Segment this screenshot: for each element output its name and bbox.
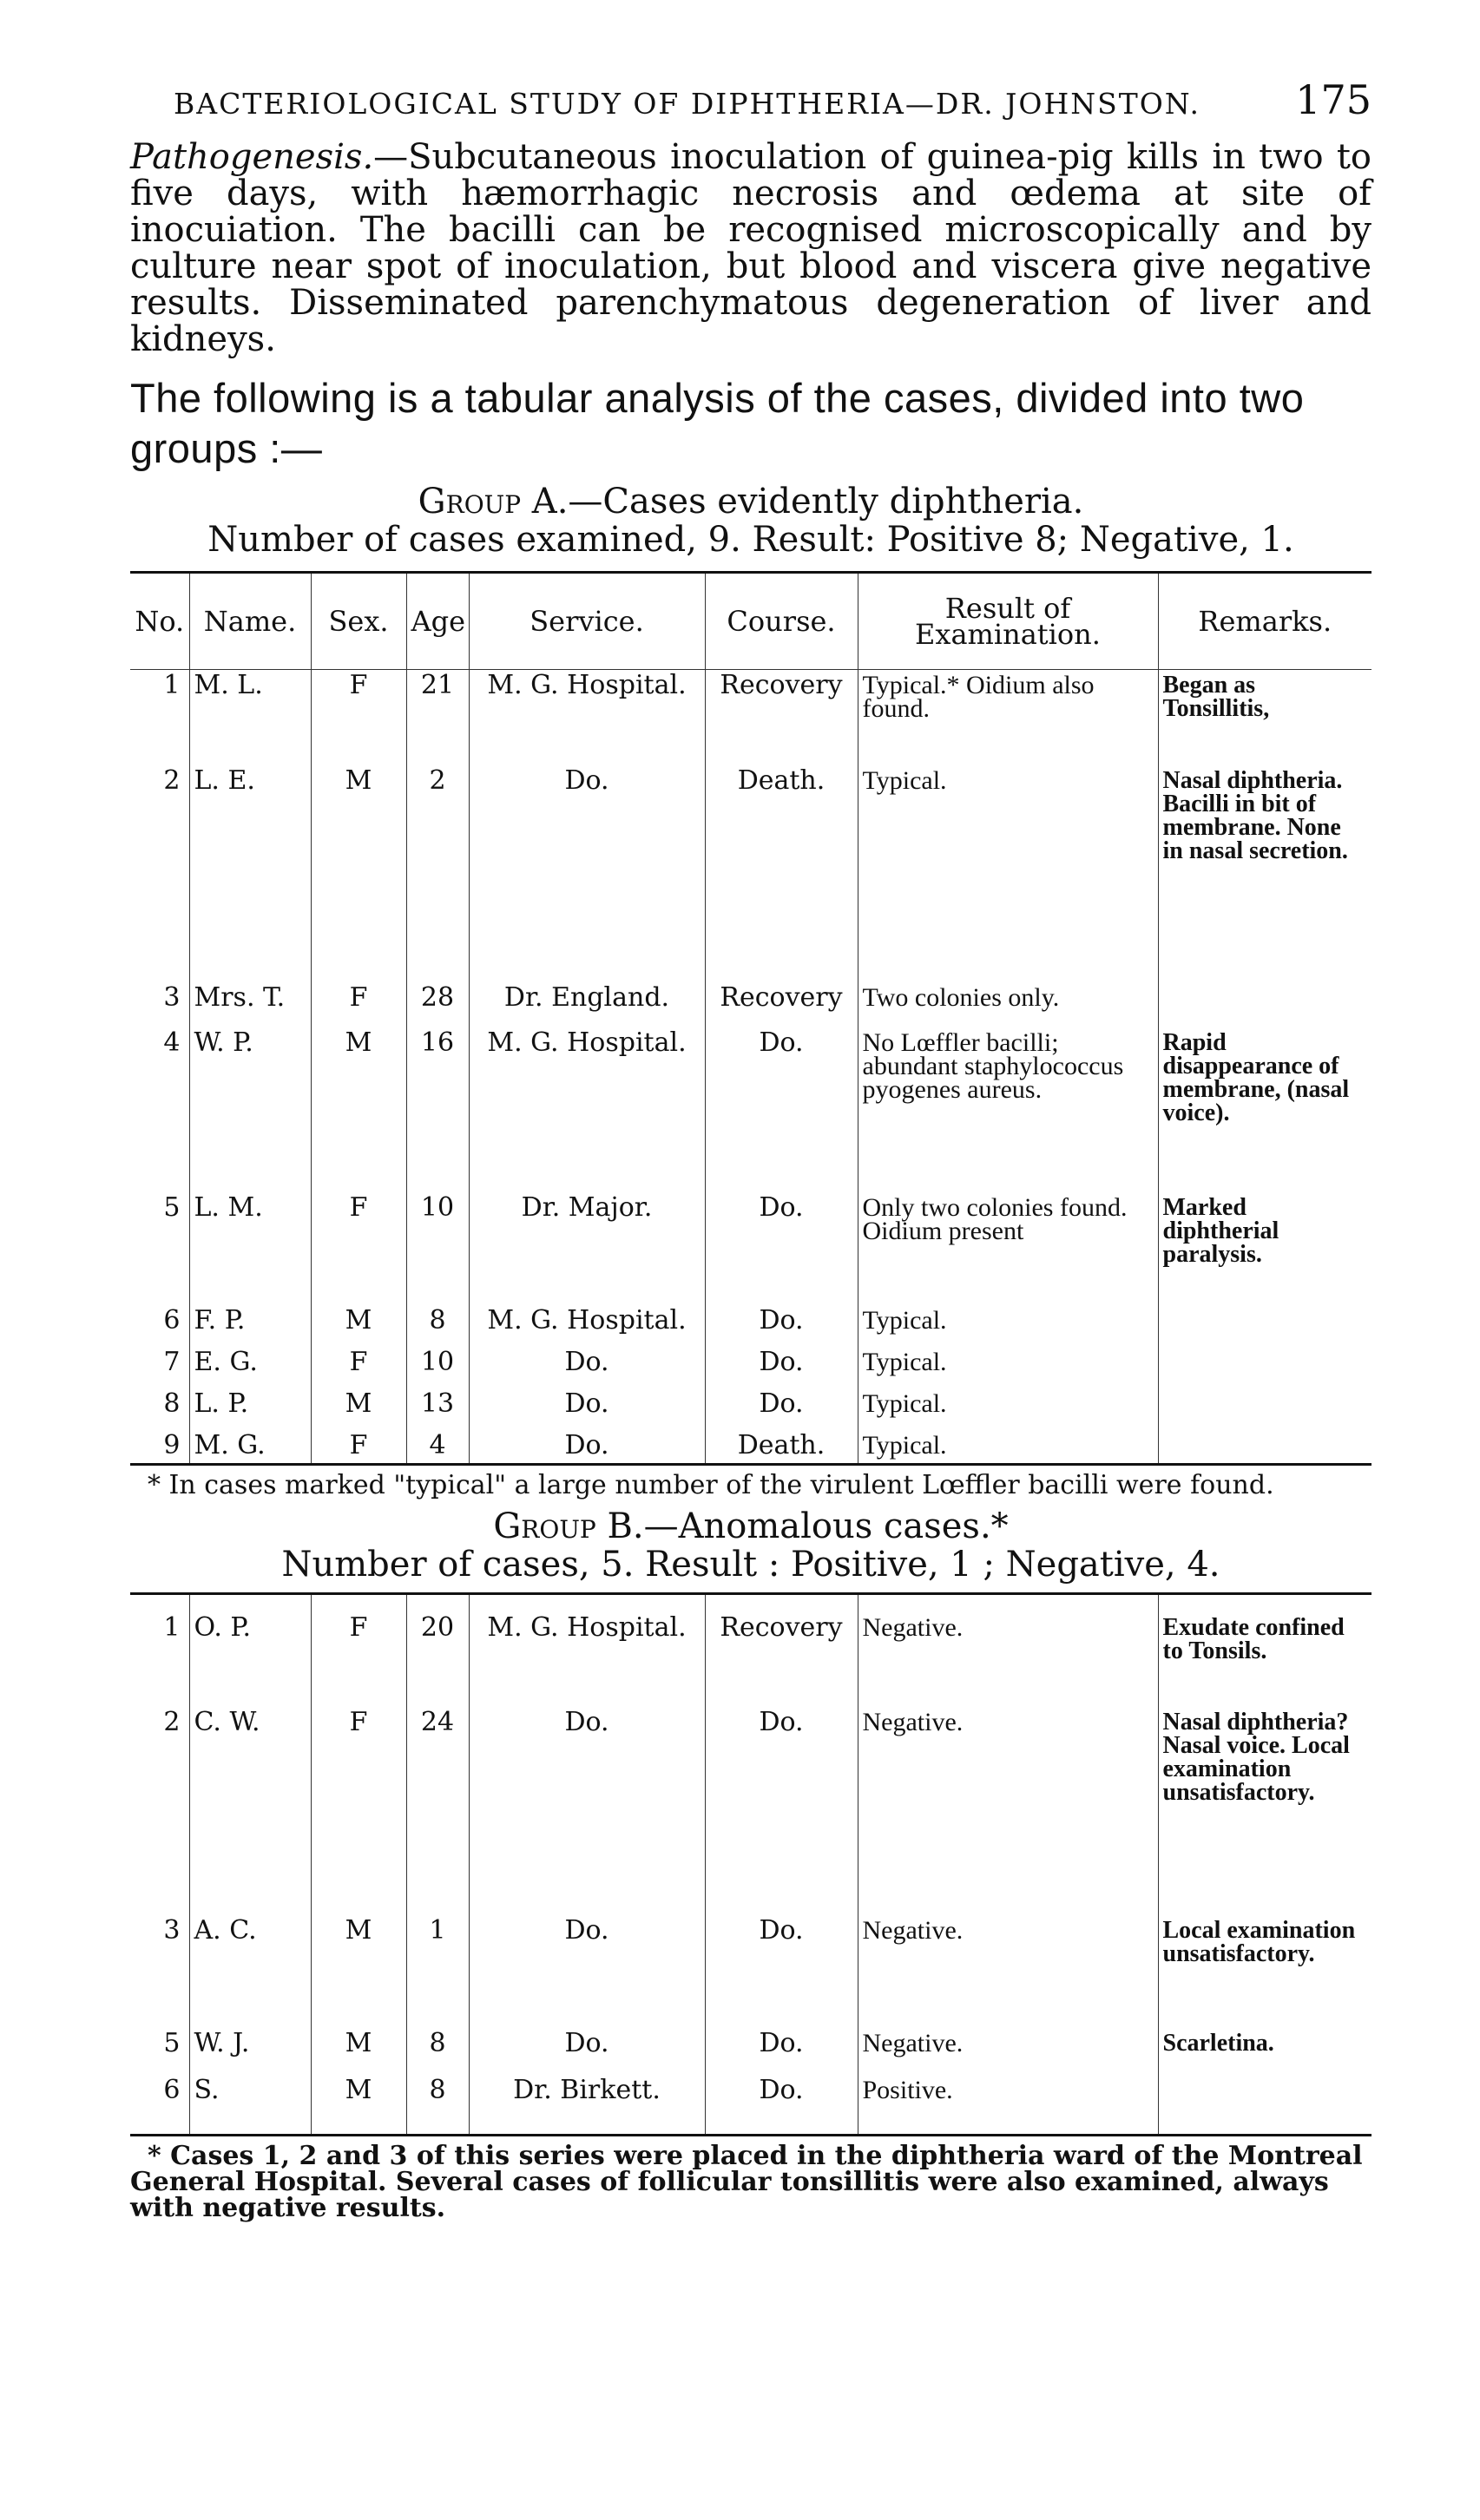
cell-result: Typical. bbox=[858, 1388, 1158, 1430]
cell-sex: M bbox=[311, 1027, 406, 1192]
cell-service: Do. bbox=[469, 1347, 705, 1388]
cell-name: E. G. bbox=[189, 1347, 311, 1388]
table-row bbox=[130, 1430, 1371, 1465]
group-a-heading-text: A.—Cases evidently diphtheria. bbox=[521, 482, 1084, 522]
cell-no: 5 bbox=[163, 2027, 181, 2058]
cell-course: Do. bbox=[705, 2028, 858, 2075]
cell-service: Do. bbox=[469, 765, 705, 982]
cell-no: 3 bbox=[163, 1914, 181, 1946]
cell-result: Typical. bbox=[858, 1347, 1158, 1388]
cell-age: 13 bbox=[406, 1388, 469, 1430]
table-row bbox=[130, 1027, 1371, 1192]
column-header: Result of Examination. bbox=[858, 573, 1158, 670]
cell-result: Two colonies only. bbox=[858, 982, 1158, 1027]
cell-service: Dr. Major. bbox=[469, 1192, 705, 1305]
cell-course: Death. bbox=[705, 1430, 858, 1465]
cell-name: W. P. bbox=[189, 1027, 311, 1192]
cell-age: 24 bbox=[406, 1707, 469, 1915]
table-row bbox=[130, 2028, 1371, 2075]
cell-result: Negative. bbox=[858, 1594, 1158, 1707]
cell-age: 10 bbox=[406, 1192, 469, 1305]
cell-result: Negative. bbox=[858, 2028, 1158, 2075]
cell-service: M. G. Hospital. bbox=[469, 1305, 705, 1347]
cell-sex: M bbox=[311, 1388, 406, 1430]
group-a-heading-label: Group bbox=[418, 482, 522, 522]
cell-course: Death. bbox=[705, 765, 858, 982]
cell-no: 6 bbox=[163, 1304, 181, 1335]
column-header: Age bbox=[406, 573, 469, 670]
cell-name: F. P. bbox=[189, 1305, 311, 1347]
table-row bbox=[130, 1347, 1371, 1388]
cell-course: Do. bbox=[705, 2075, 858, 2136]
cell-age: 8 bbox=[406, 1305, 469, 1347]
cell-no: 2 bbox=[163, 1706, 181, 1737]
cell-remarks: Scarletina. bbox=[1158, 2028, 1371, 2075]
cell-service: Do. bbox=[469, 1388, 705, 1430]
cell-course: Do. bbox=[705, 1027, 858, 1192]
cell-no: 3 bbox=[163, 981, 181, 1013]
column-header: Sex. bbox=[311, 573, 406, 670]
cell-sex: F bbox=[311, 1347, 406, 1388]
cell-result: Typical. bbox=[858, 1305, 1158, 1347]
cell-no: 6 bbox=[163, 2074, 181, 2105]
cell-sex: F bbox=[311, 1430, 406, 1465]
cell-sex: M bbox=[311, 1915, 406, 2028]
cell-age: 8 bbox=[406, 2075, 469, 2136]
group-b-subheading: Number of cases, 5. Result : Positive, 1 ; Negative, 4. bbox=[281, 1545, 1220, 1585]
cell-sex: M bbox=[311, 765, 406, 982]
cell-course: Do. bbox=[705, 1305, 858, 1347]
cell-age: 4 bbox=[406, 1430, 469, 1465]
cell-no: 8 bbox=[163, 1388, 181, 1419]
cell-remarks bbox=[1158, 1388, 1371, 1430]
cell-no: 5 bbox=[163, 1191, 181, 1223]
cell-no: 4 bbox=[163, 1027, 181, 1058]
table-row bbox=[130, 1192, 1371, 1305]
group-b-heading-text: B.—Anomalous cases.* bbox=[595, 1506, 1009, 1546]
table-row bbox=[130, 1707, 1371, 1915]
table-row bbox=[130, 1915, 1371, 2028]
column-header: No. bbox=[130, 573, 189, 670]
cell-course: Recovery bbox=[705, 670, 858, 765]
cell-remarks: Rapid disappearance of membrane, (nasal voice). bbox=[1158, 1027, 1371, 1192]
cell-sex: F bbox=[311, 670, 406, 765]
cell-name: L. P. bbox=[189, 1388, 311, 1430]
cell-remarks: Began as Tonsillitis, bbox=[1158, 670, 1371, 765]
cell-age: 10 bbox=[406, 1347, 469, 1388]
cell-service: M. G. Hospital. bbox=[469, 670, 705, 765]
cell-course: Recovery bbox=[705, 1594, 858, 1707]
cell-course: Do. bbox=[705, 1707, 858, 1915]
page-number: 175 bbox=[1295, 76, 1371, 123]
table-header-row bbox=[130, 573, 1371, 670]
cell-remarks: Nasal diphtheria. Bacilli in bit of membrane. None in nasal secretion. bbox=[1158, 765, 1371, 982]
group-b-heading bbox=[130, 1507, 1371, 1545]
cell-name: Mrs. T. bbox=[189, 982, 311, 1027]
column-header: Service. bbox=[469, 573, 705, 670]
cell-age: 2 bbox=[406, 765, 469, 982]
cell-service: Dr. Birkett. bbox=[469, 2075, 705, 2136]
cell-age: 21 bbox=[406, 670, 469, 765]
cell-age: 8 bbox=[406, 2028, 469, 2075]
cell-result: Negative. bbox=[858, 1915, 1158, 2028]
cell-result: Negative. bbox=[858, 1707, 1158, 1915]
cell-remarks bbox=[1158, 2075, 1371, 2136]
table-row bbox=[130, 982, 1371, 1027]
cell-sex: M bbox=[311, 1305, 406, 1347]
cell-remarks bbox=[1158, 1347, 1371, 1388]
group-b-footnote: * Cases 1, 2 and 3 of this series were placed in the diphtheria ward of the Montreal General Hospital. Several cases of follicular tonsillitis were also examined, always with negative results. bbox=[130, 2141, 1363, 2223]
cell-course: Do. bbox=[705, 1347, 858, 1388]
group-a-heading bbox=[130, 482, 1371, 521]
table-row bbox=[130, 1305, 1371, 1347]
cell-course: Do. bbox=[705, 1915, 858, 2028]
cell-name: S. bbox=[189, 2075, 311, 2136]
cell-age: 20 bbox=[406, 1594, 469, 1707]
cell-remarks bbox=[1158, 1305, 1371, 1347]
running-head bbox=[130, 69, 1371, 139]
cell-no: 7 bbox=[163, 1346, 181, 1377]
table-row bbox=[130, 2075, 1371, 2136]
cell-name: W. J. bbox=[189, 2028, 311, 2075]
table-row bbox=[130, 670, 1371, 765]
cell-name: M. G. bbox=[189, 1430, 311, 1465]
cell-result: Typical. bbox=[858, 1430, 1158, 1465]
cell-service: M. G. Hospital. bbox=[469, 1594, 705, 1707]
cell-service: Do. bbox=[469, 1915, 705, 2028]
cell-remarks: Nasal diphtheria? Nasal voice. Local examination unsatisfactory. bbox=[1158, 1707, 1371, 1915]
cell-name: M. L. bbox=[189, 670, 311, 765]
table-row bbox=[130, 1594, 1371, 1707]
cell-service: Dr. England. bbox=[469, 982, 705, 1027]
cell-result: Positive. bbox=[858, 2075, 1158, 2136]
table-row bbox=[130, 765, 1371, 982]
cell-no: 2 bbox=[163, 765, 181, 796]
intro-paragraph: The following is a tabular analysis of the cases, divided into two groups :— bbox=[130, 375, 1305, 471]
cell-sex: M bbox=[311, 2028, 406, 2075]
cell-result: No Lœffler bacilli; abundant staphylococcus pyogenes aureus. bbox=[858, 1027, 1158, 1192]
cell-remarks bbox=[1158, 1430, 1371, 1465]
cell-course: Do. bbox=[705, 1388, 858, 1430]
table-row bbox=[130, 1388, 1371, 1430]
cell-remarks: Local examination unsatisfactory. bbox=[1158, 1915, 1371, 2028]
cell-sex: F bbox=[311, 1594, 406, 1707]
cell-no: 9 bbox=[163, 1429, 181, 1460]
cell-no: 1 bbox=[163, 670, 181, 700]
cell-age: 28 bbox=[406, 982, 469, 1027]
cell-no: 1 bbox=[163, 1612, 181, 1643]
cell-remarks: Exudate confined to Tonsils. bbox=[1158, 1594, 1371, 1707]
pathogenesis-lead: Pathogenesis. bbox=[130, 137, 374, 177]
cell-result: Typical.* Oidium also found. bbox=[858, 670, 1158, 765]
cell-service: Do. bbox=[469, 2028, 705, 2075]
cell-age: 16 bbox=[406, 1027, 469, 1192]
cell-sex: M bbox=[311, 2075, 406, 2136]
cell-name: L. E. bbox=[189, 765, 311, 982]
group-a-table bbox=[130, 571, 1371, 1466]
cell-name: A. C. bbox=[189, 1915, 311, 2028]
cell-remarks: Marked diphtherial paralysis. bbox=[1158, 1192, 1371, 1305]
cell-sex: F bbox=[311, 1192, 406, 1305]
pathogenesis-paragraph bbox=[130, 139, 1371, 358]
group-b-heading-label: Group bbox=[493, 1506, 596, 1546]
column-header: Remarks. bbox=[1158, 573, 1371, 670]
cell-service: M. G. Hospital. bbox=[469, 1027, 705, 1192]
cell-age: 1 bbox=[406, 1915, 469, 2028]
group-b-table bbox=[130, 1592, 1371, 2136]
cell-course: Recovery bbox=[705, 982, 858, 1027]
cell-sex: F bbox=[311, 1707, 406, 1915]
cell-name: O. P. bbox=[189, 1594, 311, 1707]
cell-name: L. M. bbox=[189, 1192, 311, 1305]
cell-result: Typical. bbox=[858, 765, 1158, 982]
cell-course: Do. bbox=[705, 1192, 858, 1305]
pathogenesis-text: —Subcutaneous inoculation of guinea-pig kills in two to five days, with hæmorrhagic necrosis and œdema at site of inocuiation. The bacilli can be recognised microscopically and by culture near spot of inoculation, but blood and viscera give negative results. Disseminated parenchymatous degeneration of liver and kidneys. bbox=[130, 137, 1371, 359]
page bbox=[130, 69, 1371, 2221]
group-a-subheading: Number of cases examined, 9. Result: Positive 8; Negative, 1. bbox=[207, 520, 1294, 560]
cell-name: C. W. bbox=[189, 1707, 311, 1915]
cell-result: Only two colonies found. Oidium present bbox=[858, 1192, 1158, 1305]
running-head-title: BACTERIOLOGICAL STUDY OF DIPHTHERIA—DR. JOHNSTON. bbox=[174, 87, 1201, 121]
column-header: Course. bbox=[705, 573, 858, 670]
cell-service: Do. bbox=[469, 1707, 705, 1915]
cell-service: Do. bbox=[469, 1430, 705, 1465]
cell-sex: F bbox=[311, 982, 406, 1027]
group-a-footnote: * In cases marked "typical" a large number of the virulent Lœffler bacilli were found. bbox=[148, 1470, 1274, 1500]
cell-remarks bbox=[1158, 982, 1371, 1027]
column-header: Name. bbox=[189, 573, 311, 670]
